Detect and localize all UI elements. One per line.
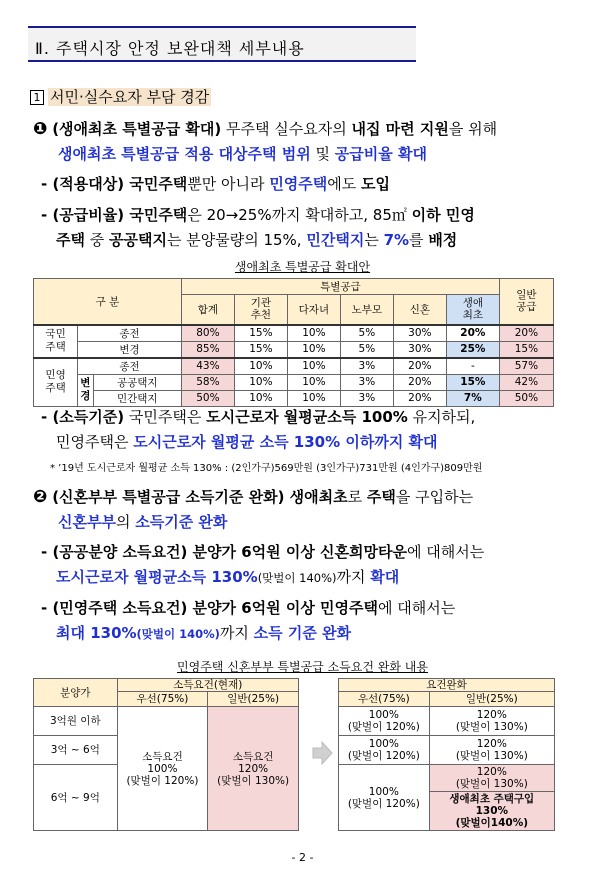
table-cell: 10% [287,390,340,406]
relaxed-priority-cell: 100% (맞벌이 120%) [339,765,430,831]
header-price: 분양가 [34,679,118,707]
text: 무주택 실수요자의 [221,120,352,138]
text: 의 [115,513,136,531]
row-price: 3억 ~ 6억 [34,736,118,765]
text: 뿐만 아니라 [187,175,270,193]
row-price: 6억 ~ 9억 [34,765,118,831]
table-cell: 25% [446,341,499,358]
text-bold: 도입 [361,175,391,193]
table-cell: 15% [234,325,287,342]
table-cell: 10% [287,325,340,342]
table-cell: 3% [340,390,393,406]
relaxed-general-cell: 120% (맞벌이 130%) [429,736,554,765]
header-general: 일반 공급 [499,279,553,325]
col-header: 합계 [181,295,234,325]
text-blue: 민간택지 [306,231,365,249]
table-cell: - [446,358,499,375]
text-blue: 최대 130% [56,624,137,642]
table-cell: 20% [393,390,446,406]
table-cell: 80% [181,325,234,342]
text: 국민주택은 [124,408,207,426]
header-priority: 우선(75%) [339,692,430,707]
bullet-1: ❶ [33,119,48,139]
table-cell: 50% [499,390,553,406]
row-label: 민간택지 [93,390,181,406]
table-cell: 20% [499,325,553,342]
text-blue: 7% [383,231,410,249]
item-apply-target [41,172,571,197]
col-header: 노부모 [340,295,393,325]
group-national: 국민 주택 [34,325,78,358]
item-private-housing-income [41,596,581,647]
table-cell: 10% [287,341,340,358]
text-bold: - (소득기준) [41,408,125,426]
row-label: 변경 [78,341,182,358]
section-title: Ⅱ. 주택시장 안정 보완대책 세부내용 [28,26,416,62]
subsection-number: 1 [30,90,44,105]
table-cell: 10% [234,374,287,390]
text-blue: (맞벌이 140%) [136,627,220,641]
text: 민영주택은 [56,433,134,451]
col-header: 기관 추천 [234,295,287,325]
text: 을 위해 [448,120,498,138]
subsection-label: 서민·실수요자 부담 경감 [50,88,210,106]
table-cell: 3% [340,374,393,390]
header-relaxed: 요건완화 [339,679,555,692]
text-blue: 확대 [370,568,400,586]
table-cell: 5% [340,341,393,358]
col-header: 생애 최초 [446,295,499,325]
relaxed-priority-cell: 100% (맞벌이 120%) [339,736,430,765]
current-general-cell: 소득요건 120% (맞벌이 130%) [208,707,299,831]
item-2-paragraph [33,485,578,535]
group-changed: 변 경 [78,374,93,406]
table-cell: 42% [499,374,553,390]
text-bold: - (공공분양 소득요건) 분양가 6억원 이상 신혼희망타운 [41,543,407,561]
header-general: 일반(25%) [208,692,299,707]
first-home-special-cell: 생애최초 주택구입 130% (맞벌이140%) [429,792,554,831]
item-2-heading: (신혼부부 특별공급 소득기준 완화) [52,488,285,506]
relaxed-priority-cell: 100% (맞벌이 120%) [339,707,430,736]
text-bold: - (적용대상) 국민주택 [41,175,188,193]
table-cell: 10% [287,374,340,390]
header-special: 특별공급 [181,279,499,295]
col-header: 다자녀 [287,295,340,325]
text: 유지하되, [407,408,476,426]
text-bold: 배정 [428,231,458,249]
text-blue: 신혼부부 [58,513,116,531]
text: 는 [364,231,384,249]
text: 은 20→25%까지 확대하고, 85㎡ [187,206,412,224]
text-bold: 생애최초 [284,488,348,506]
text-bold: - (민영주택 소득요건) 분양가 6억원 이상 민영주택 [41,599,379,617]
text-blue: 민영주택 [269,175,328,193]
text-bold: 도시근로자 월평균소득 100% [206,408,408,426]
text: (맞벌이 140%) [257,571,337,585]
text-bold: 공공택지 [109,231,167,249]
text-bold: 주택 [366,488,396,506]
text: 를 [409,231,429,249]
header-priority: 우선(75%) [117,692,208,707]
row-label: 공공택지 [93,374,181,390]
text: 에도 [327,175,362,193]
table-relaxed-income-requirements [338,678,555,831]
text: 을 구입하는 [395,488,474,506]
text-bold: 주택 [56,231,85,249]
item-supply-ratio [41,203,571,253]
table-first-home-special-supply [33,278,554,407]
text-bold: 이하 민영 [411,206,475,224]
text-blue: 소득기준 완화 [135,513,228,531]
text: 는 분양물량의 15%, [166,231,307,249]
text-blue: 도시근로자 월평균 소득 130% 이하까지 확대 [133,433,438,451]
text: 중 [84,231,110,249]
relaxed-general-cell: 120% (맞벌이 130%) [429,707,554,736]
footnote: * ’19년 도시근로자 월평균 소득 130% : (2인가구)569만원 (3인가구)731만원 (4인가구)809만원 [50,463,483,474]
row-price: 3억원 이하 [34,707,118,736]
header-gubun: 구 분 [34,279,182,325]
table-cell: 30% [393,341,446,358]
text: 로 [347,488,367,506]
text-bold: - (공급비율) 국민주택 [41,206,188,224]
bullet-2: ❷ [33,487,48,507]
table-cell: 57% [499,358,553,375]
row-label: 종전 [78,358,182,375]
table2-caption: 민영주택 신혼부부 특별공급 소득요건 완화 내용 [177,660,428,674]
text-bold: 내집 마련 지원 [351,120,449,138]
table-cell: 85% [181,341,234,358]
table-cell: 3% [340,358,393,375]
table-cell: 20% [393,358,446,375]
table-cell: 15% [446,374,499,390]
text: 에 대해서는 [407,543,485,561]
table-cell: 43% [181,358,234,375]
group-private: 민영 주택 [34,358,78,407]
table-cell: 20% [446,325,499,342]
text-blue: 생애최초 특별공급 적용 대상주택 범위 [58,145,311,163]
item-public-sale-income [41,540,581,591]
page-number: - 2 - [291,851,314,864]
text: 까지 [336,568,371,586]
subsection-title [30,86,211,107]
row-label: 종전 [78,325,182,342]
col-header: 신혼 [393,295,446,325]
arrow-right-icon [311,741,333,765]
table-cell: 58% [181,374,234,390]
table-current-income-requirements [33,678,299,831]
table-cell: 5% [340,325,393,342]
table-cell: 30% [393,325,446,342]
header-general: 일반(25%) [429,692,554,707]
item-1-paragraph [33,117,573,167]
text-blue: 도시근로자 월평균소득 130% [56,568,258,586]
table-cell: 15% [499,341,553,358]
table-cell: 10% [234,358,287,375]
text: 까지 [219,624,254,642]
text-blue: 소득 기준 완화 [253,624,352,642]
relaxed-general-cell: 120% (맞벌이 130%) [429,765,554,792]
table-cell: 20% [393,374,446,390]
table-cell: 10% [234,390,287,406]
table-cell: 15% [234,341,287,358]
text-blue: 공급비율 확대 [334,145,427,163]
text: 에 대해서는 [378,599,456,617]
text: 및 [310,145,335,163]
table1-caption: 생애최초 특별공급 확대안 [234,260,371,274]
table-cell: 7% [446,390,499,406]
table-cell: 50% [181,390,234,406]
header-current: 소득요건(현재) [117,679,298,692]
item-income-criteria [41,405,581,455]
table-cell: 10% [287,358,340,375]
current-priority-cell: 소득요건 100% (맞벌이 120%) [117,707,208,831]
item-1-heading: (생애최초 특별공급 확대) [52,120,222,138]
